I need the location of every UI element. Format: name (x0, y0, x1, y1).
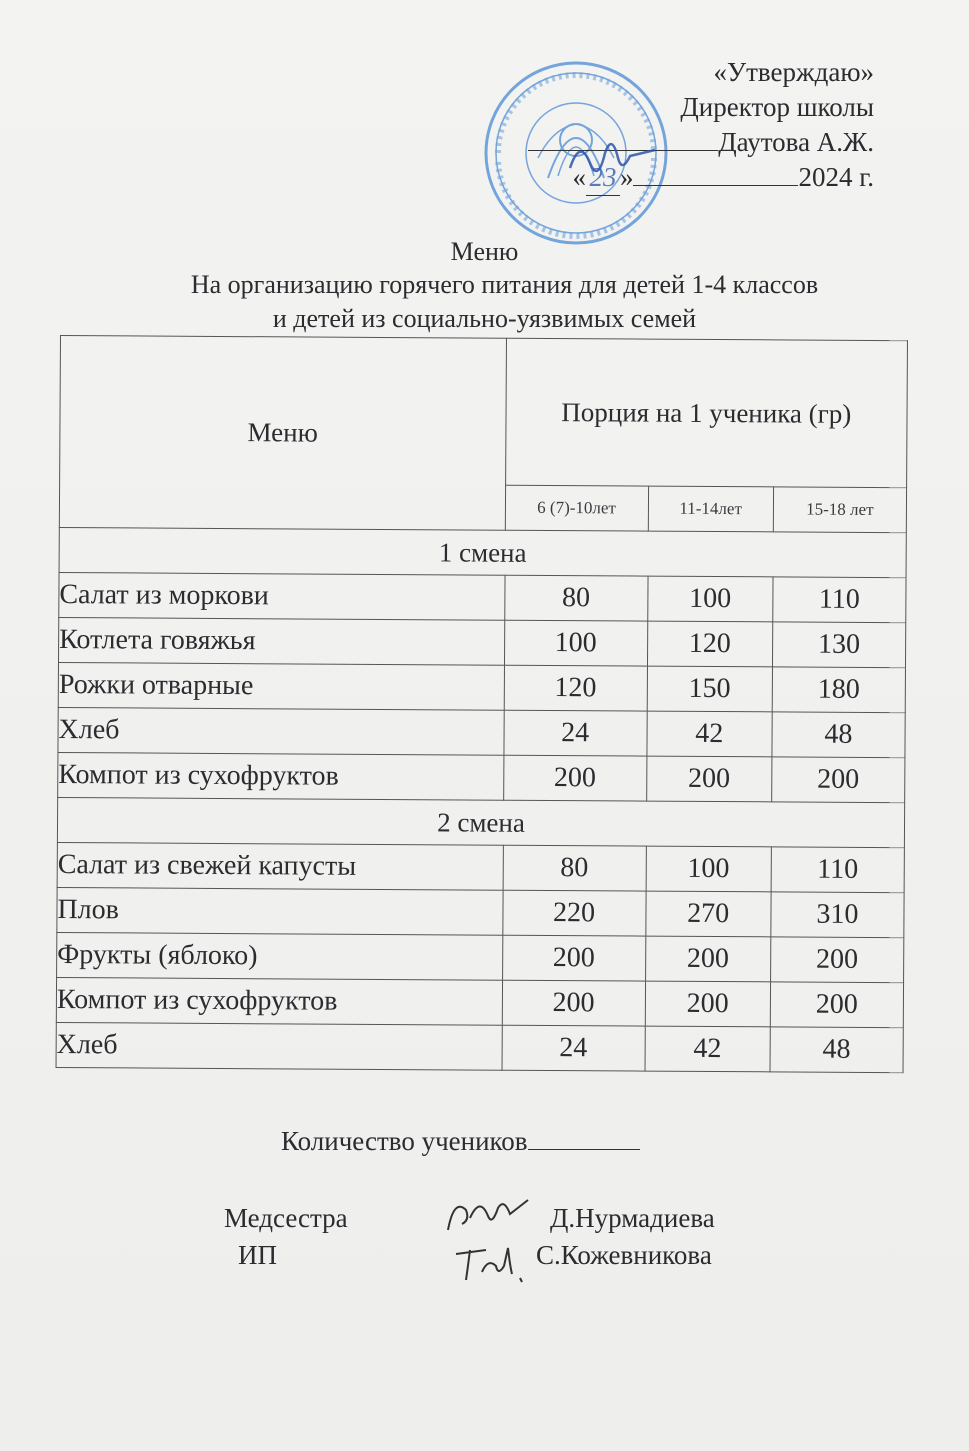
portion-age-2: 42 (647, 711, 772, 757)
portion-age-2: 200 (646, 756, 771, 802)
portion-age-2: 100 (647, 576, 772, 622)
portion-age-1: 24 (503, 710, 646, 756)
dish-name: Компот из сухофруктов (58, 752, 504, 800)
portion-age-2: 150 (647, 666, 772, 712)
nurse-name: Д.Нурмадиева (550, 1203, 715, 1233)
dish-name: Фрукты (яблоко) (57, 932, 503, 980)
header-menu: Меню (59, 336, 506, 531)
portion-age-3: 180 (772, 667, 905, 713)
table-row (57, 887, 904, 937)
shift-row (59, 527, 906, 577)
table-row (56, 977, 903, 1027)
table-row (57, 932, 904, 982)
portion-age-2: 100 (646, 846, 771, 892)
dish-name: Хлеб (56, 1022, 502, 1070)
portion-age-1: 80 (503, 845, 646, 891)
portion-age-1: 200 (503, 755, 646, 801)
table-body (56, 527, 906, 1072)
header-portion: Порция на 1 ученика (гр) (505, 338, 907, 487)
nurse-signature-icon (440, 1190, 532, 1238)
date-open-quote: « (572, 162, 586, 192)
portion-age-2: 200 (645, 981, 770, 1027)
date-day: 23 (586, 160, 620, 196)
portion-age-3: 200 (771, 757, 904, 803)
portion-age-3: 200 (770, 937, 903, 983)
ip-role: ИП (238, 1240, 277, 1270)
approval-director-name: Даутова А.Ж. (718, 127, 874, 157)
table-row (58, 662, 905, 712)
title-audience: и детей из социально-уязвимых семей (272, 304, 697, 333)
portion-age-2: 200 (645, 936, 770, 982)
approval-title: «Утверждаю» (713, 57, 874, 87)
dish-name: Салат из свежей капусты (57, 842, 503, 890)
student-count-label: Количество учеников (281, 1126, 528, 1156)
portion-age-2: 42 (645, 1026, 770, 1072)
table-row (58, 707, 905, 757)
portion-age-3: 48 (772, 712, 905, 758)
table-header-row (60, 336, 908, 488)
director-signature-icon (560, 128, 670, 188)
age-group-3: 15-18 лет (773, 487, 906, 533)
student-count (281, 1126, 640, 1157)
portion-age-1: 100 (504, 620, 647, 666)
shift-label: 1 смена (59, 527, 906, 577)
title-purpose: На организацию горячего питания для детей 1-4 классов (190, 270, 819, 299)
table-row (59, 572, 906, 622)
portion-age-3: 310 (771, 892, 904, 938)
date-year: 2024 г. (798, 162, 874, 192)
dish-name: Котлета говяжья (58, 617, 504, 665)
portion-age-3: 48 (770, 1027, 903, 1073)
age-group-1: 6 (7)-10лет (505, 485, 648, 531)
menu-table (56, 335, 908, 1073)
portion-age-3: 200 (770, 982, 903, 1028)
portion-age-2: 270 (646, 891, 771, 937)
portion-age-1: 120 (504, 665, 647, 711)
approval-position: Директор школы (680, 92, 874, 122)
table-row (58, 617, 905, 667)
portion-age-1: 80 (504, 575, 647, 621)
table-row (58, 752, 905, 802)
portion-age-3: 110 (771, 847, 904, 893)
shift-label: 2 смена (57, 797, 904, 847)
date-close-quote: » (619, 162, 634, 192)
portion-age-3: 110 (773, 577, 906, 623)
portion-age-1: 24 (502, 1025, 645, 1071)
dish-name: Салат из моркови (59, 572, 505, 620)
portion-age-2: 120 (647, 621, 772, 667)
ip-signature-icon (452, 1236, 532, 1286)
dish-name: Компот из сухофруктов (56, 977, 502, 1025)
portion-age-1: 200 (502, 935, 645, 981)
portion-age-3: 130 (772, 622, 905, 668)
table-row (57, 842, 904, 892)
shift-row (57, 797, 904, 847)
title-menu: Меню (450, 237, 519, 266)
student-count-blank (528, 1149, 640, 1150)
ip-name: С.Кожевникова (536, 1240, 712, 1270)
age-group-2: 11-14лет (648, 486, 773, 532)
table-row (56, 1022, 903, 1072)
portion-age-1: 200 (502, 980, 645, 1026)
dish-name: Рожки отварные (58, 662, 504, 710)
dish-name: Плов (57, 887, 503, 935)
portion-age-1: 220 (502, 890, 645, 936)
dish-name: Хлеб (58, 707, 504, 755)
nurse-role: Медсестра (224, 1203, 348, 1233)
